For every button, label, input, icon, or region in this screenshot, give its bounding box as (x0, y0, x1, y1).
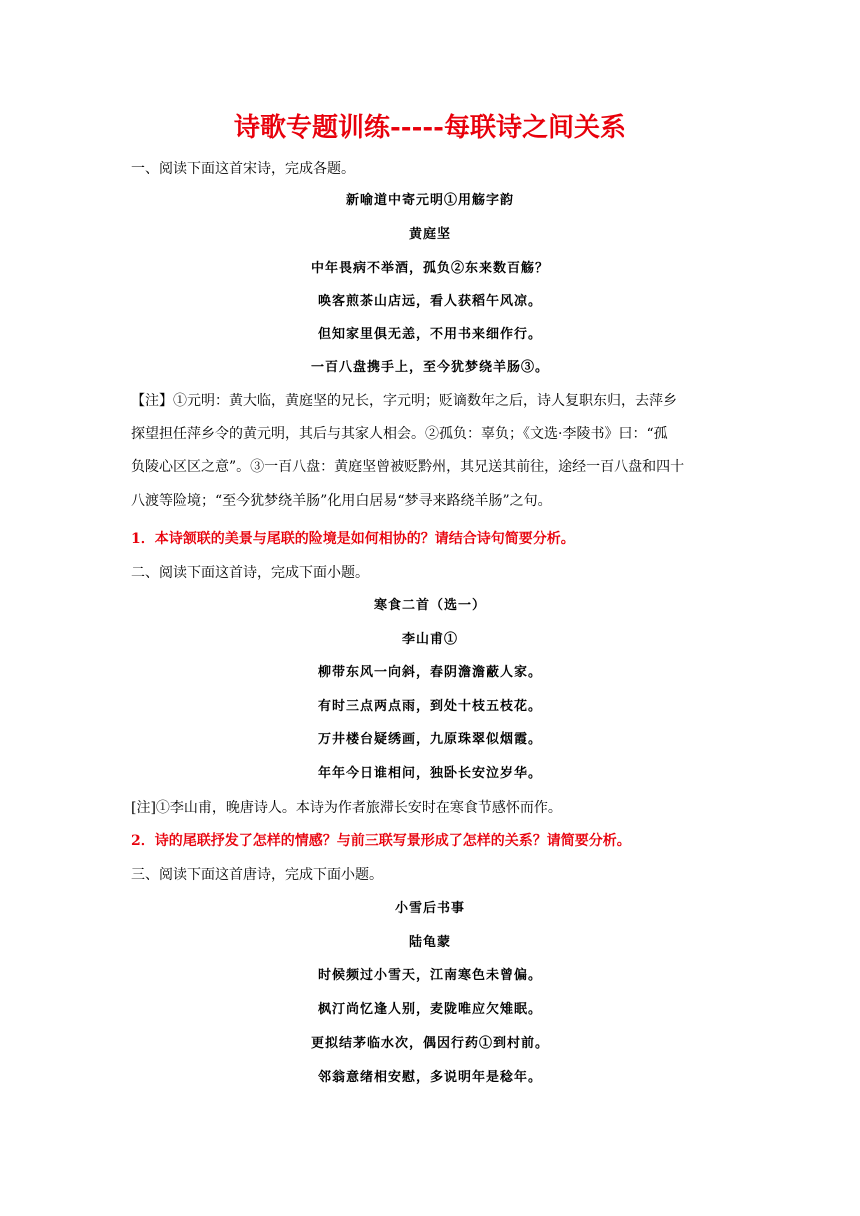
section1-note-line: 【注】①元明：黄大临，黄庭坚的兄长，字元明；贬谪数年之后，诗人复职东归，去萍乡 (131, 393, 677, 409)
section1-poem-line: 中年畏病不举酒，孤负②东来数百觞？ (310, 261, 549, 276)
section1-heading: 一、阅读下面这首宋诗，完成各题。 (131, 161, 355, 177)
section2-question: 2．诗的尾联抒发了怎样的情感？与前三联写景形成了怎样的关系？请简要分析。 (131, 833, 631, 849)
section2-poem-line: 有时三点两点雨，到处十枝五枝花。 (317, 699, 542, 714)
section1-poem-line: 但知家里俱无恙，不用书来细作行。 (317, 327, 542, 342)
section3-author: 陆龟蒙 (408, 935, 451, 950)
section1-note-line: 负陵心区区之意”。③一百八盘：黄庭坚曾被贬黔州，其兄送其前往，途经一百八盘和四十 (131, 459, 685, 475)
section1-poem-line: 一百八盘携手上，至今犹梦绕羊肠③。 (310, 360, 549, 375)
section2-poem-line: 万井楼台疑绣画，九原珠翠似烟霞。 (317, 732, 542, 747)
section2-note: [注]①李山甫，晚唐诗人。本诗为作者旅滞长安时在寒食节感怀而作。 (131, 800, 562, 816)
section1-note-line: 八渡等险境；“至今犹梦绕羊肠”化用白居易“梦寻来路绕羊肠”之句。 (131, 493, 552, 509)
section3-poem-line: 时候频过小雪天，江南寒色未曾偏。 (317, 968, 542, 983)
section2-author: 李山甫① (401, 632, 458, 647)
section1-note-line: 探望担任萍乡令的黄元明，其后与其家人相会。②孤负：辜负；《文选·李陵书》曰：“孤 (131, 426, 668, 442)
section3-poem-line: 邻翁意绪相安慰，多说明年是稔年。 (317, 1070, 542, 1085)
section1-poem-title: 新喻道中寄元明①用觞字韵 (345, 193, 514, 208)
section2-poem-title: 寒食二首（选一） (373, 598, 486, 613)
section2-poem-line: 年年今日谁相问，独卧长安泣岁华。 (317, 766, 542, 781)
section3-poem-line: 更拟结茅临水次，偶因行药①到村前。 (310, 1036, 549, 1051)
section1-poem-line: 唤客煎茶山店远，看人获稻午风凉。 (317, 294, 542, 309)
section3-heading: 三、阅读下面这首唐诗，完成下面小题。 (131, 867, 383, 883)
section1-question: 1．本诗颔联的美景与尾联的险境是如何相协的？请结合诗句简要分析。 (131, 531, 575, 547)
section2-poem-line: 柳带东风一向斜，春阴澹澹蔽人家。 (317, 665, 542, 680)
page-title: 诗歌专题训练-----每联诗之间关系 (234, 113, 626, 143)
section3-poem-title: 小雪后书事 (394, 901, 465, 916)
section2-heading: 二、阅读下面这首诗，完成下面小题。 (131, 565, 369, 581)
section1-author: 黄庭坚 (408, 227, 451, 242)
section3-poem-line: 枫汀尚忆逢人别，麦陇唯应欠雉眠。 (317, 1002, 542, 1017)
